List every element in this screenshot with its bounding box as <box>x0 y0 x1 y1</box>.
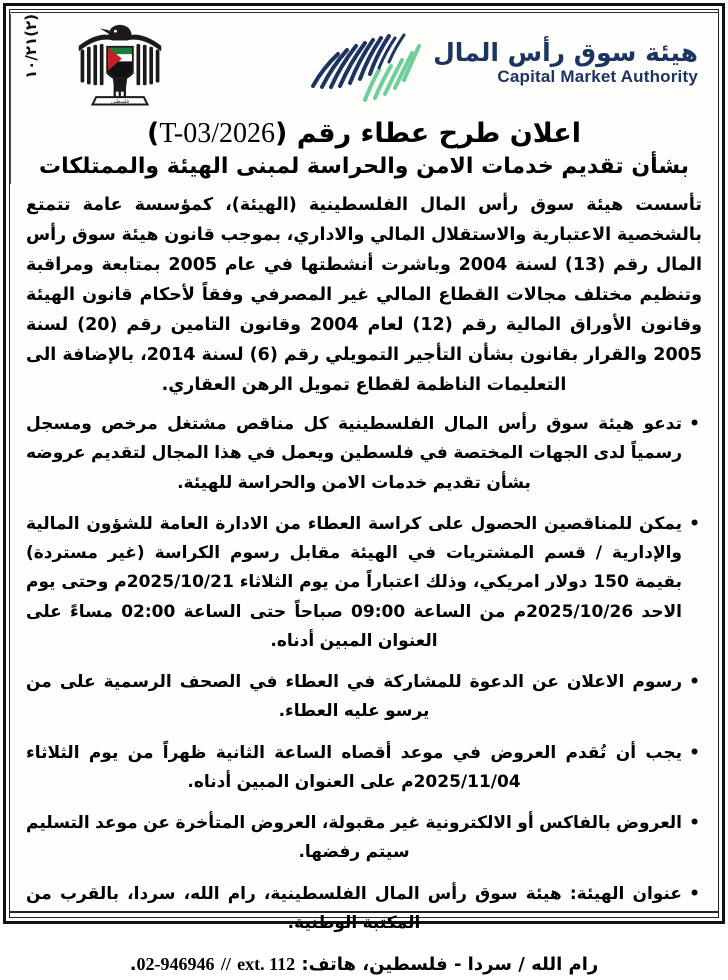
footer-separator: // <box>220 954 231 974</box>
cma-name-arabic: هيئة سوق رأس المال <box>433 37 698 67</box>
cma-name-english: Capital Market Authority <box>497 67 698 87</box>
footer-period: . <box>129 954 137 975</box>
footer-address: رام الله / سردا - فلسطين، هاتف: <box>301 954 599 975</box>
bullet-invitation: • تدعو هيئة سوق رأس المال الفلسطينية كل مناقص مشتغل مرخص ومسجل رسمياً لدى الجهات المختصة في فلسطين ويعمل في هذا المجال لتقديم عروضه بشأن تقديم خدمات الامن والحراسة للهيئة. <box>26 410 702 498</box>
svg-text:فلسطين: فلسطين <box>110 98 130 105</box>
title-prefix: اعلان طرح عطاء رقم ( <box>275 118 581 149</box>
bullet-tender-documents: • يمكن للمناقصين الحصول على كراسة العطاء من الادارة العامة للشؤون المالية والإدارية / قسم المشتريات في الهيئة مقابل رسوم الكراسة (غير مستردة) بقيمة 150 دولار امريكي، وذلك اعتباراً من يوم الثلاثاء 2025/10/21م وحتى يوم الاحد 2025/10/26م من الساعة 09:00 صباحاً حتى الساعة 02:00 مساءً على العنوان المبين أدناه. <box>26 510 702 656</box>
bullet-advertisement-fees: • رسوم الاعلان عن الدعوة للمشاركة في العطاء في الصحف الرسمية على من يرسو عليه العطاء. <box>26 668 702 726</box>
cma-brand-text <box>433 37 698 87</box>
announcement-title <box>24 116 704 151</box>
top-rule <box>9 12 719 13</box>
cma-brand-lockup <box>305 24 698 102</box>
conditions-list <box>24 410 704 938</box>
capital-market-authority-logo <box>305 24 425 102</box>
announcement-subtitle: بشأن تقديم خدمات الامن والحراسة لمبنى الهيئة والممتلكات <box>39 154 689 179</box>
bullet-rejected-offers: • العروض بالفاكس أو الالكترونية غير مقبولة، العروض المتأخرة عن موعد التسليم سيتم رفضها. <box>26 809 702 867</box>
document-content <box>14 14 714 975</box>
tender-number: T-03/2026 <box>159 118 276 149</box>
palestine-eagle-emblem <box>74 22 166 110</box>
title-suffix: ) <box>147 118 160 149</box>
bullet-submission-deadline: • يجب أن تُقدم العروض في موعد أقصاه الساعة الثانية ظهراً من يوم الثلاثاء 2025/11/04م على العنوان المبين أدناه. <box>26 739 702 797</box>
footer-contact-line <box>28 950 700 980</box>
footer-phone: 02-946946 <box>136 954 215 974</box>
bullet-authority-address: • عنوان الهيئة: هيئة سوق رأس المال الفلسطينية، رام الله، سردا، بالقرب من المكتبة الوطنية. <box>26 880 702 938</box>
intro-paragraph: تأسست هيئة سوق رأس المال الفلسطينية (الهيئة)، كمؤسسة عامة تتمتع بالشخصية الاعتبارية والاستقلال المالي والاداري، بموجب قانون هيئة سوق رأس المال رقم (13) لسنة 2004 وباشرت أنشطتها في عام 2005 بمتابعة ومراقبة وتنظيم مختلف مجالات القطاع المالي غير المصرفي وفقاً لأحكام قانون الهيئة وقانون الأوراق المالية رقم (12) لعام 2004 وقانون التامين رقم (20) لسنة 2005 والقرار بقانون بشأن التأجير التمويلي رقم (6) لسنة 2014، بالإضافة الى التعليمات الناظمة لقطاع تمويل الرهن العقاري. <box>26 194 703 396</box>
vertical-reference-code: (٢)١٠/٢١ <box>22 14 40 79</box>
document-header <box>24 18 704 114</box>
footer-extension: ext. 112 <box>237 954 296 974</box>
